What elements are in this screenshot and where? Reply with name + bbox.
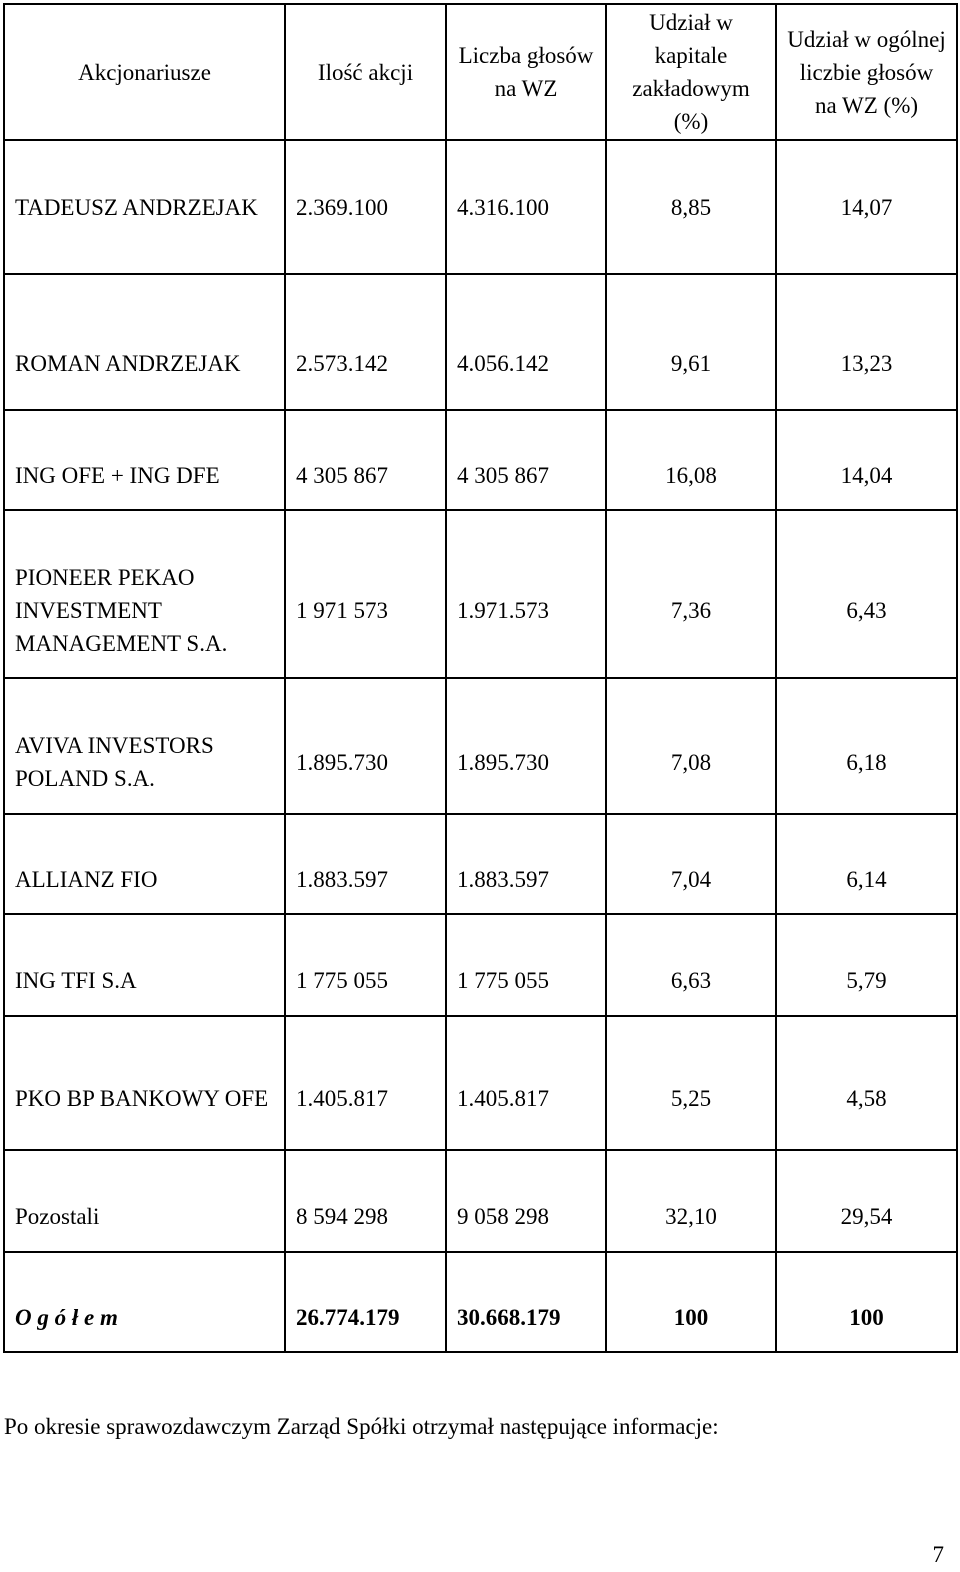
capital-percent: 32,10 [606, 1150, 776, 1252]
table-row [4, 678, 957, 814]
header-votes: Liczba głosów na WZ [446, 4, 606, 140]
share-count: 1.405.817 [285, 1016, 446, 1150]
vote-count: 1.883.597 [446, 814, 606, 914]
capital-percent: 7,04 [606, 814, 776, 914]
total-capital-percent: 100 [606, 1252, 776, 1352]
vote-percent: 14,04 [776, 410, 957, 510]
table-header-row [4, 4, 957, 140]
total-vote-count: 30.668.179 [446, 1252, 606, 1352]
table-row [4, 814, 957, 914]
shareholder-name: ING OFE + ING DFE [4, 410, 285, 510]
vote-percent: 6,14 [776, 814, 957, 914]
share-count: 4 305 867 [285, 410, 446, 510]
vote-percent: 6,18 [776, 678, 957, 814]
share-count: 2.369.100 [285, 140, 446, 274]
vote-percent: 13,23 [776, 274, 957, 410]
table-row [4, 140, 957, 274]
shareholder-name: ING TFI S.A [4, 914, 285, 1016]
shareholder-name: AVIVA INVESTORS POLAND S.A. [4, 678, 285, 814]
vote-count: 4.056.142 [446, 274, 606, 410]
post-period-note: Po okresie sprawozdawczym Zarząd Spółki otrzymał następujące informacje: [4, 1414, 719, 1439]
capital-percent: 7,08 [606, 678, 776, 814]
page-number: 7 [932, 1542, 944, 1567]
share-count: 2.573.142 [285, 274, 446, 410]
header-capital-share: Udział w kapitale zakładowym (%) [606, 4, 776, 140]
vote-percent: 14,07 [776, 140, 957, 274]
shareholder-name: ALLIANZ FIO [4, 814, 285, 914]
capital-percent: 6,63 [606, 914, 776, 1016]
total-share-count: 26.774.179 [285, 1252, 446, 1352]
vote-percent: 6,43 [776, 510, 957, 678]
capital-percent: 9,61 [606, 274, 776, 410]
header-share-count: Ilość akcji [285, 4, 446, 140]
vote-count: 4.316.100 [446, 140, 606, 274]
share-count: 1.883.597 [285, 814, 446, 914]
share-count: 1 775 055 [285, 914, 446, 1016]
capital-percent: 7,36 [606, 510, 776, 678]
table-row [4, 914, 957, 1016]
vote-percent: 29,54 [776, 1150, 957, 1252]
total-vote-percent: 100 [776, 1252, 957, 1352]
shareholder-name: TADEUSZ ANDRZEJAK [4, 140, 285, 274]
shareholder-name: ROMAN ANDRZEJAK [4, 274, 285, 410]
shareholder-name: PKO BP BANKOWY OFE [4, 1016, 285, 1150]
vote-count: 1.405.817 [446, 1016, 606, 1150]
table-row [4, 410, 957, 510]
shareholder-name: PIONEER PEKAO INVESTMENT MANAGEMENT S.A. [4, 510, 285, 678]
shareholders-table [3, 3, 958, 1353]
header-vote-share: Udział w ogólnej liczbie głosów na WZ (%) [776, 4, 957, 140]
shareholder-name: Pozostali [4, 1150, 285, 1252]
vote-count: 1.971.573 [446, 510, 606, 678]
total-label: O g ó ł e m [4, 1252, 285, 1352]
vote-percent: 5,79 [776, 914, 957, 1016]
vote-count: 1 775 055 [446, 914, 606, 1016]
table-row [4, 510, 957, 678]
total-row [4, 1252, 957, 1352]
capital-percent: 5,25 [606, 1016, 776, 1150]
vote-count: 4 305 867 [446, 410, 606, 510]
vote-count: 9 058 298 [446, 1150, 606, 1252]
table-row [4, 274, 957, 410]
vote-percent: 4,58 [776, 1016, 957, 1150]
share-count: 1 971 573 [285, 510, 446, 678]
capital-percent: 8,85 [606, 140, 776, 274]
table-row [4, 1016, 957, 1150]
share-count: 8 594 298 [285, 1150, 446, 1252]
header-shareholders: Akcjonariusze [4, 4, 285, 140]
capital-percent: 16,08 [606, 410, 776, 510]
share-count: 1.895.730 [285, 678, 446, 814]
vote-count: 1.895.730 [446, 678, 606, 814]
table-row [4, 1150, 957, 1252]
